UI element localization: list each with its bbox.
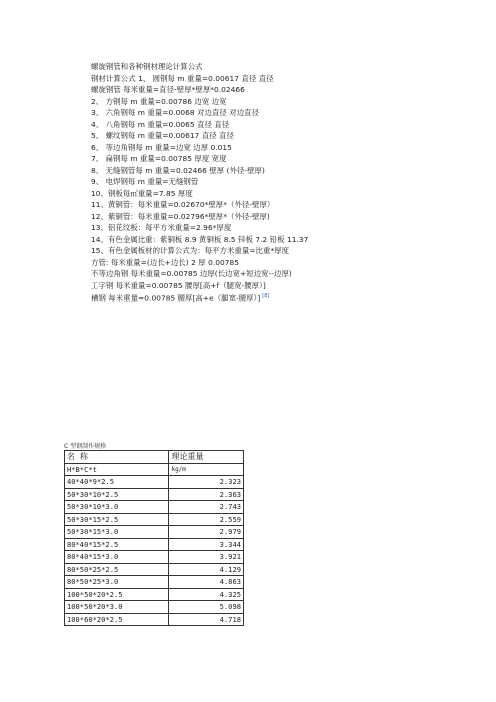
- unit-weight: kg/m: [169, 463, 244, 476]
- formula-line: 13、铝花纹板：每平方米重量=2.96*厚度: [91, 223, 232, 232]
- formula-line: 不等边角钢 每米重量=0.00785 边厚(长边宽+短边宽--边厚): [91, 269, 292, 278]
- weight-cell: 4.325: [169, 588, 244, 601]
- formula-line: 3、 六角钢每 m 重量=0.0068 对边直径 对边直径: [91, 108, 260, 117]
- weight-cell: 2.743: [169, 501, 244, 514]
- table-row: [65, 501, 244, 514]
- spec-cell: 40*40*9*2.5: [65, 476, 169, 489]
- table-caption: C 型钢制作规格: [64, 443, 107, 450]
- formula-line: 8、 无缝钢管每 m 重量=0.02466 壁厚 (外径-壁厚): [91, 165, 265, 175]
- weight-cell: 4.129: [169, 563, 244, 576]
- weight-cell: 4.863: [169, 576, 244, 589]
- spec-cell: 100*60*20*2.5: [65, 613, 169, 626]
- spec-cell: 50*30*15*2.5: [65, 513, 169, 526]
- formula-line: 9、 电焊钢每 m 重量=无缝钢管: [91, 177, 199, 186]
- formula-line: 12、紫铜管：每米重量=0.02796*壁厚*（外径-壁厚): [91, 211, 270, 221]
- spec-cell: 100*50*20*2.5: [65, 588, 169, 601]
- table-row: [65, 476, 244, 489]
- formula-line: 14、有色金属比重：紫铜板 8.9 黄铜板 8.5 锌板 7.2 铅板 11.37: [91, 234, 309, 244]
- formula-text: 槽钢 每米重量=0.00785 腰厚[高+e（腿宽-腰厚）]: [91, 293, 261, 303]
- formula-line: 4、 八角钢每 m 重量=0.0065 直径 直径: [91, 119, 230, 129]
- spec-cell: 50*30*15*3.0: [65, 526, 169, 539]
- header-name: 名 称: [65, 451, 169, 464]
- doc-title: 螺旋钢管和各种钢材理论计算公式: [91, 62, 203, 71]
- spec-cell: 50*30*10*2.5: [65, 488, 169, 501]
- formula-line-last: [91, 291, 471, 303]
- reference-link[interactable]: [8]: [262, 293, 270, 299]
- weight-cell: 5.098: [169, 601, 244, 614]
- table-header-row: [65, 451, 244, 464]
- formula-line: 工字钢 每米重量=0.00785 腰厚[高+f（腿宽-腰厚）]: [91, 280, 266, 290]
- table-row: [65, 488, 244, 501]
- spec-cell: 80*50*25*2.5: [65, 563, 169, 576]
- spec-cell: 80*40*15*2.5: [65, 538, 169, 551]
- formula-line: 方管: 每米重量=(边长+边长) 2 厚 0.00785: [91, 257, 240, 267]
- weight-cell: 2.323: [169, 476, 244, 489]
- c-steel-spec-table: [64, 450, 244, 626]
- header-weight: 理论重量: [169, 451, 244, 464]
- table-row: [65, 513, 244, 526]
- formula-line: 螺旋钢管 每米重量=直径-壁厚*壁厚*0.02466: [91, 85, 245, 94]
- weight-cell: 2.979: [169, 526, 244, 539]
- formula-text-block: [91, 61, 471, 303]
- table-row: [65, 538, 244, 551]
- weight-cell: 2.559: [169, 513, 244, 526]
- formula-line: 钢材计算公式 1、 圆钢每 m 重量=0.00617 直径 直径: [91, 73, 274, 83]
- weight-cell: 4.718: [169, 613, 244, 626]
- table-row: [65, 613, 244, 626]
- table-row: [65, 601, 244, 614]
- formula-line: 7、 扁钢每 m 重量=0.00785 厚度 宽度: [91, 154, 227, 163]
- formula-line: 5、 螺纹钢每 m 重量=0.00617 直径 直径: [91, 131, 235, 140]
- table-row: [65, 588, 244, 601]
- table-row: [65, 576, 244, 589]
- weight-cell: 2.363: [169, 488, 244, 501]
- table-row: [65, 563, 244, 576]
- unit-dimensions: H*B*C*t: [65, 463, 169, 476]
- spec-cell: 80*50*25*3.0: [65, 576, 169, 589]
- formula-line: 10、钢板每㎡重量=7.85 厚度: [91, 188, 193, 198]
- spec-cell: 50*30*10*3.0: [65, 501, 169, 514]
- weight-cell: 3.344: [169, 538, 244, 551]
- spec-cell: 80*40*15*3.0: [65, 551, 169, 564]
- formula-line: 6、 等边角钢每 m 重量=边宽 边厚 0.015: [91, 142, 232, 152]
- spec-cell: 100*50*20*3.0: [65, 601, 169, 614]
- table-unit-row: [65, 463, 244, 476]
- formula-line: 2、 方钢每 m 重量=0.00786 边宽 边宽: [91, 96, 227, 106]
- formula-line: 15、有色金属板材的计算公式为：每平方米重量=比重*厚度: [91, 246, 290, 255]
- table-row: [65, 526, 244, 539]
- formula-line: 11、黄铜管：每米重量=0.02670*壁厚*（外径-壁厚）: [91, 200, 275, 209]
- weight-cell: 3.921: [169, 551, 244, 564]
- table-row: [65, 551, 244, 564]
